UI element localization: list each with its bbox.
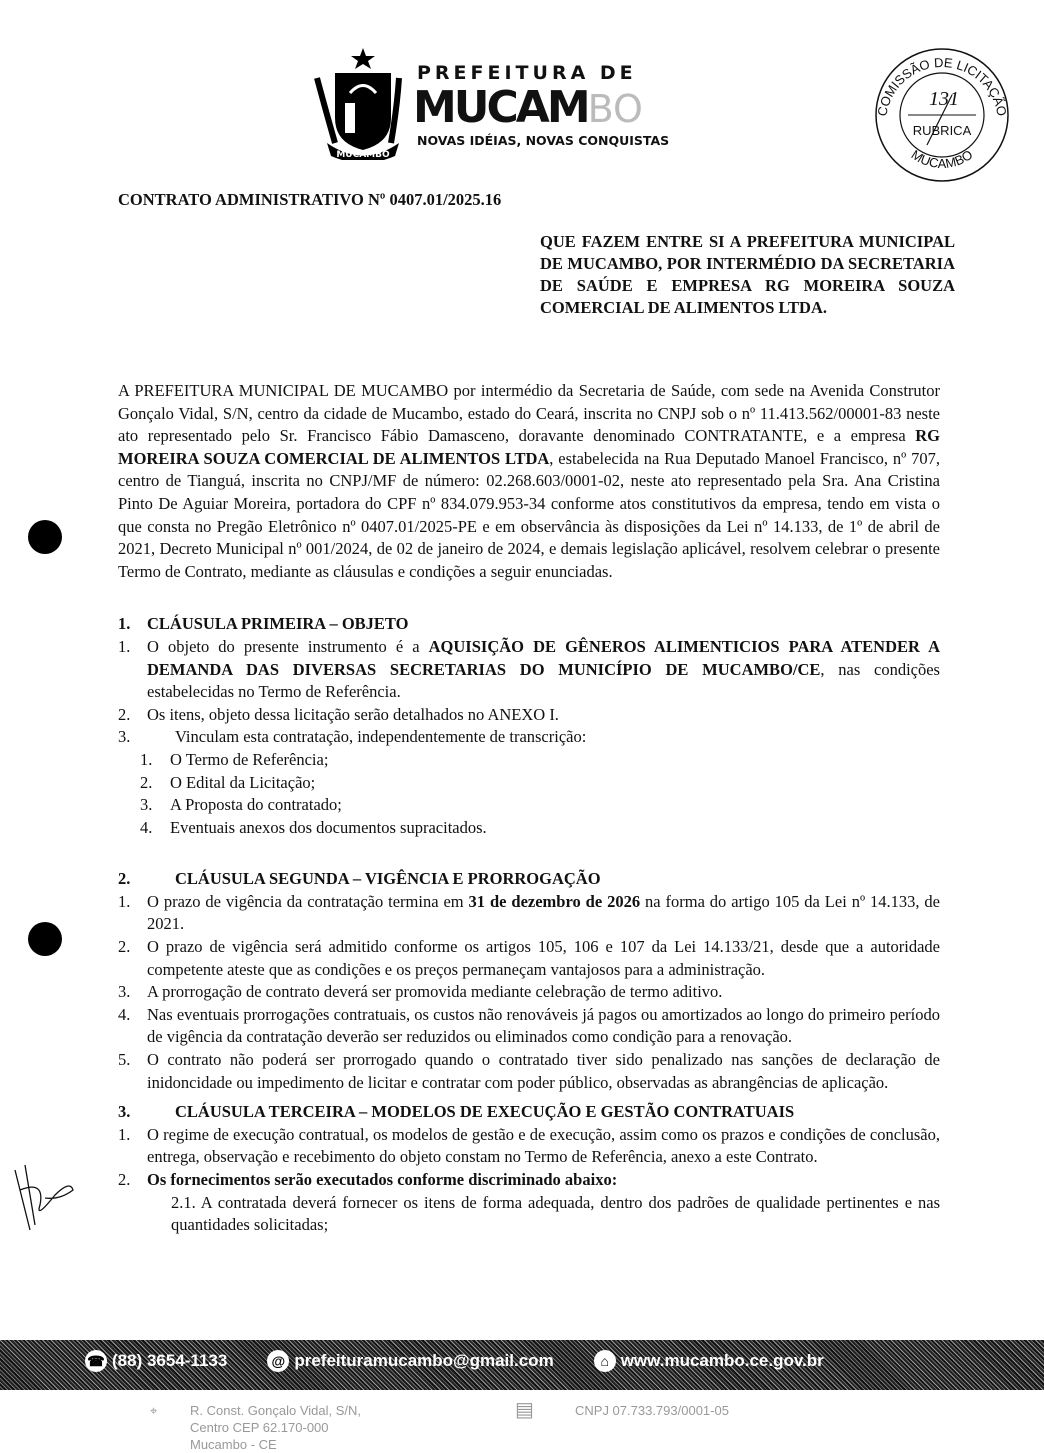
footer-address: ⌖ R. Const. Gonçalo Vidal, S/N, Centro CEP 62.170-000 Mucambo - CE (150, 1403, 362, 1452)
clause-subitem: 1. O Termo de Referência; (140, 749, 329, 769)
clause-subitem: 2. O Edital da Licitação; (140, 772, 316, 792)
contract-body (118, 380, 940, 1237)
clause-item: 3. Vinculam esta contratação, independentemente de transcrição: (118, 727, 587, 747)
clause-first (118, 613, 940, 839)
contract-title: CONTRATO ADMINISTRATIVO Nº 0407.01/2025.16 (118, 190, 502, 209)
bidding-commission-stamp (872, 45, 1012, 185)
handwritten-signature (5, 1150, 75, 1240)
clause-subitem: 3. A Proposta do contratado; (140, 795, 342, 815)
prefeitura-logo (295, 36, 695, 164)
clause-item: 1. O prazo de vigência da contratação termina em 31 de dezembro de 2026 na forma do artigo 105 da Lei nº 14.133, de 2021. (118, 891, 940, 934)
clause-item: 2. O prazo de vigência será admitido conforme os artigos 105, 106 e 107 da Lei 14.133/21, desde que a autoridade competente ateste que as condições e os preços permaneçam vantajosos para a administração. (118, 937, 940, 979)
preamble-paragraph: A PREFEITURA MUNICIPAL DE MUCAMBO por intermédio da Secretaria de Saúde, com sede na Avenida Construtor Gonçalo Vidal, S/N, centro da cidade de Mucambo, estado do Ceará, inscrita no CNPJ sob o nº 11.413.562/00001-83 neste ato representado pelo Sr. Francisco Fábio Damasceno, doravante denominado CONTRATANTE, e a empresa RG MOREIRA SOUZA COMERCIAL DE ALIMENTOS LTDA, estabelecida na Rua Deputado Manoel Francisco, nº 707, centro de Tianguá, inscrita no CNPJ/MF de número: 02.268.603/0001-02, neste ato representado pela Sra. Ana Cristina Pinto De Aguiar Moreira, portadora do CPF nº 834.079.953-34 conforme atos constitutivos da empresa, tendo em vista o que consta no Pregão Eletrônico nº 0407.01/2025-PE e em observância às disposições da Lei nº 14.133, de 1º de abril de 2021, Decreto Municipal nº 001/2024, de 02 de janeiro de 2024, e demais legislação aplicável, resolvem celebrar o presente Termo de Contrato, mediante as cláusulas e condições a seguir enunciadas. (118, 381, 940, 581)
clause-subitem: 4. Eventuais anexos dos documentos supracitados. (140, 817, 487, 837)
svg-text:MUCAMBO: MUCAMBO (908, 146, 976, 171)
email-icon: @ (267, 1350, 289, 1372)
clause-item: 3. A prorrogação de contrato deverá ser promovida mediante celebração de termo aditivo. (118, 982, 723, 1002)
punch-hole (28, 922, 62, 956)
footer-contact-band (0, 1340, 1044, 1390)
home-icon: ⌂ (594, 1350, 616, 1372)
clause-third (118, 1101, 940, 1237)
clause-item: 2. Os fornecimentos serão executados conforme discriminado abaixo: (118, 1170, 618, 1189)
footer-email[interactable]: @ prefeituramucambo@gmail.com (267, 1350, 553, 1372)
municipal-crest-icon (305, 48, 405, 160)
contract-summary: QUE FAZEM ENTRE SI A PREFEITURA MUNICIPAL DE MUCAMBO, POR INTERMÉDIO DA SECRETARIA DE SAÚDE E EMPRESA RG MOREIRA SOUZA COMERCIAL DE ALIMENTOS LTDA. (540, 232, 955, 317)
location-icon: ⌖ (150, 1403, 158, 1418)
clause-second (118, 868, 940, 1094)
clause-item: 1. O regime de execução contratual, os modelos de gestão e de execução, assim como os prazos e condições de conclusão, entrega, observação e recebimento do objeto constam no Termo de Referência, anexo a este Contrato. (118, 1124, 940, 1167)
punch-hole (28, 520, 62, 554)
phone-icon: ☎ (85, 1350, 107, 1372)
document-icon: ▤ (515, 1399, 534, 1421)
clause-item: 2. Os itens, objeto dessa licitação serão detalhados no ANEXO I. (118, 704, 559, 724)
footer-website[interactable]: ⌂ www.mucambo.ce.gov.br (594, 1350, 824, 1372)
clause-heading: 1. CLÁUSULA PRIMEIRA – OBJETO (118, 614, 409, 634)
footer-cnpj: ▤ CNPJ 07.733.793/0001-05 (515, 1399, 729, 1421)
svg-text:MUCAMBO: MUCAMBO (336, 150, 390, 160)
clause-item: 4. Nas eventuais prorrogações contratuais, os custos não renováveis já pagos ou amortizados ao longo do primeiro período de vigência da contratação deverão ser reduzidos ou eliminados como condição para a renovação. (118, 1004, 940, 1047)
logo-slogan: NOVAS IDÉIAS, NOVAS CONQUISTAS (417, 133, 670, 148)
footer-phone: ☎ (88) 3654-1133 (85, 1350, 227, 1372)
svg-text:COMISSÃO DE LICITAÇÃO: COMISSÃO DE LICITAÇÃO (874, 54, 1010, 118)
clause-subitem: 2.1. A contratada deverá fornecer os itens de forma adequada, dentro dos padrões de qualidade pertinentes e nas quantidades solicitadas; (171, 1192, 940, 1235)
clause-heading: 3. CLÁUSULA TERCEIRA – MODELOS DE EXECUÇÃO E GESTÃO CONTRATUAIS (118, 1102, 795, 1122)
clause-item: 1. O objeto do presente instrumento é a AQUISIÇÃO DE GÊNEROS ALIMENTICIOS PARA ATENDER A DEMANDA DAS DIVERSAS SECRETARIAS DO MUNICÍPIO DE MUCAMBO/CE, nas condições estabelecidas no Termo de Referência. (118, 636, 940, 702)
clause-heading: 2. CLÁUSULA SEGUNDA – VIGÊNCIA E PRORROGAÇÃO (118, 869, 601, 889)
clause-item: 5. O contrato não poderá ser prorrogado quando o contratado tiver sido penalizado nas sanções de declaração de inidoncidade ou impedimento de licitar e contratar com poder público, observadas as abrangências de aplicação. (118, 1050, 940, 1092)
svg-text:RUBRICA: RUBRICA (912, 123, 972, 138)
svg-text:131: 131 (929, 88, 959, 110)
logo-city: MUCAMBO (413, 82, 643, 133)
logo-title: PREFEITURA DE (417, 62, 637, 84)
